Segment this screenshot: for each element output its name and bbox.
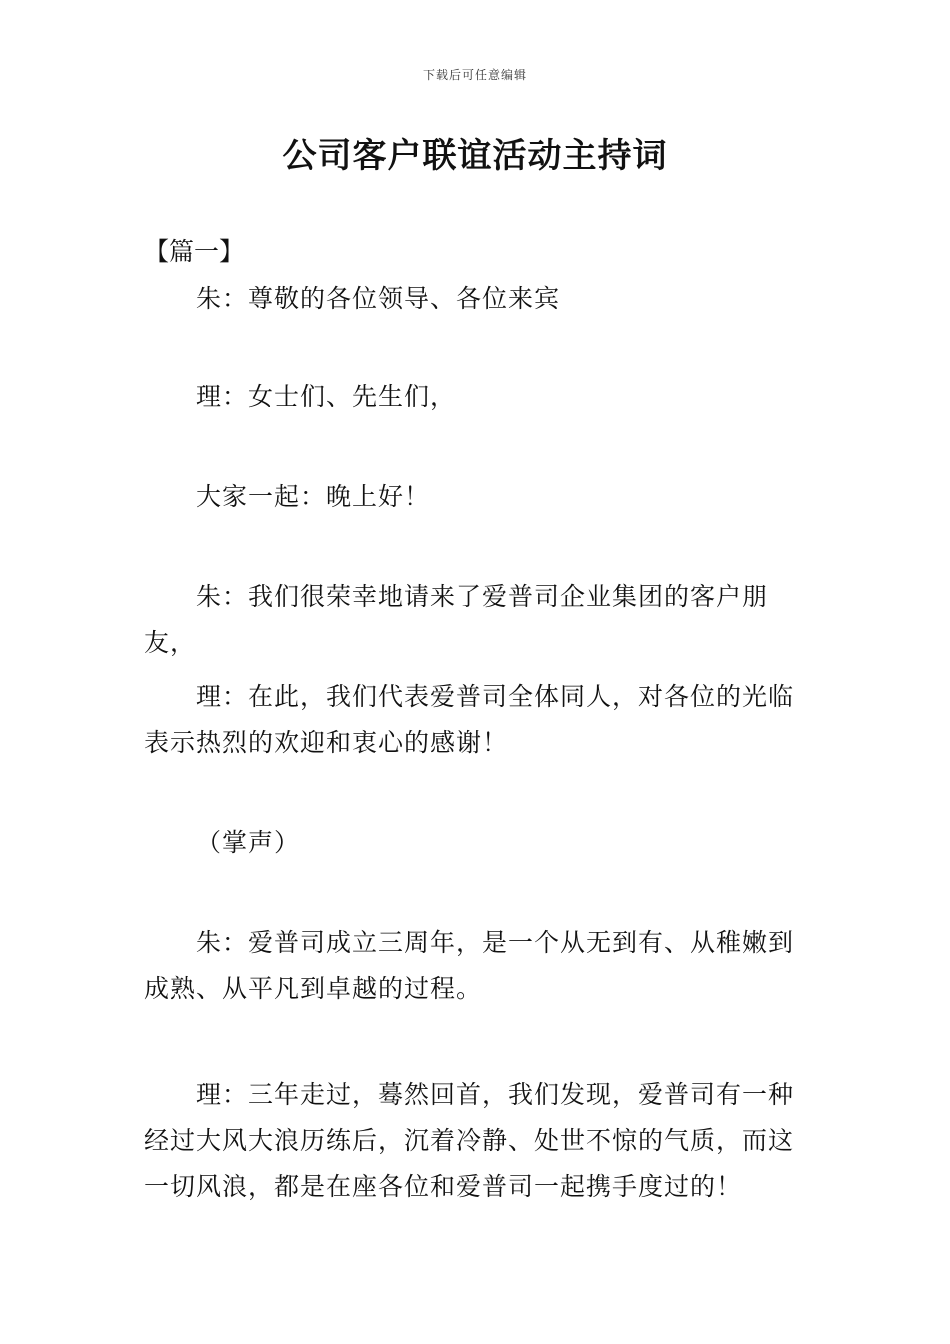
paragraph: 理：在此，我们代表爱普司全体同人，对各位的光临表示热烈的欢迎和衷心的感谢！ (144, 682, 795, 757)
section-label: 【篇一】 (144, 237, 245, 266)
paragraph: 理：女士们、先生们， (196, 382, 457, 411)
document-title: 公司客户联谊活动主持词 (282, 136, 668, 176)
paragraph: （掌声） (196, 828, 301, 857)
paragraph: 朱：爱普司成立三周年，是一个从无到有、从稚嫩到成熟、从平凡到卓越的过程。 (144, 928, 795, 1003)
paragraph: 大家一起：晚上好！ (196, 482, 431, 511)
paragraph: 朱：我们很荣幸地请来了爱普司企业集团的客户朋友， (144, 582, 769, 657)
paragraph: 朱：尊敬的各位领导、各位来宾 (196, 284, 561, 313)
paragraph: 理：三年走过，蓦然回首，我们发现，爱普司有一种经过大风大浪历练后，沉着冷静、处世不惊的气质，而这一切风浪，都是在座各位和爱普司一起携手度过的！ (144, 1080, 795, 1201)
header-note: 下载后可任意编辑 (422, 68, 527, 82)
